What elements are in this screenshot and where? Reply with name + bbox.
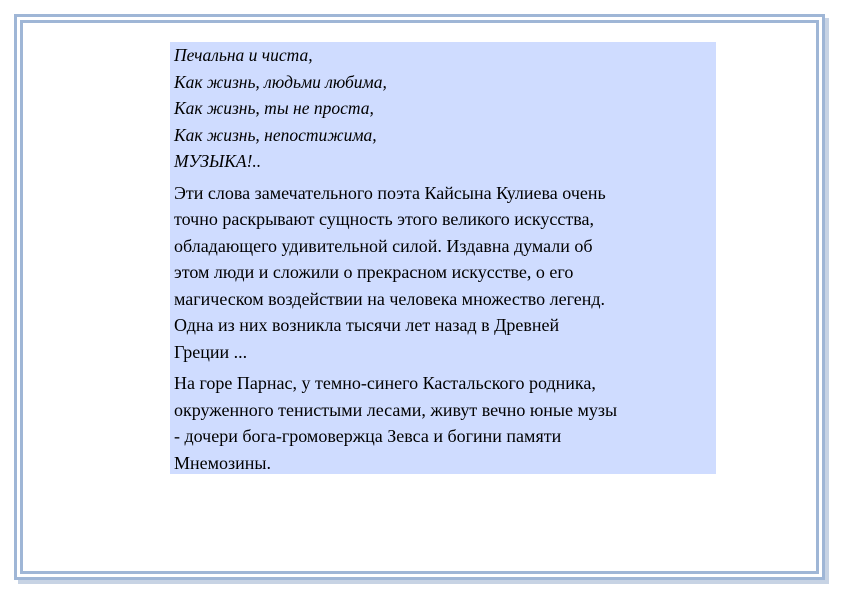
paragraph-line: Одна из них возникла тысячи лет назад в Древней	[174, 315, 560, 335]
frame-shadow-right	[825, 18, 829, 584]
paragraph-line: точно раскрывают сущность этого великого искусства,	[174, 209, 595, 229]
paragraph-line: Мнемозины.	[174, 452, 271, 473]
paragraph-line: окруженного тенистыми лесами, живут вечно юные музы	[174, 399, 618, 420]
text-box	[170, 42, 716, 474]
paragraph-line: - дочери бога-громовержца Зевса и богини памяти	[174, 426, 562, 446]
paragraph-line: магическом воздействии на человека множество легенд.	[174, 288, 606, 309]
paragraph-line: этом люди и сложили о прекрасном искусстве, о его	[174, 262, 574, 282]
poem-line: Печальна и чиста,	[174, 45, 313, 65]
paragraph-parnassus	[174, 370, 712, 476]
poem-epigraph	[174, 42, 712, 175]
poem-line: Как жизнь, ты не проста,	[174, 98, 374, 118]
poem-line: Как жизнь, людьми любима,	[174, 71, 387, 92]
paragraph-line: обладающего удивительной силой. Издавна думали об	[174, 235, 593, 256]
paragraph-intro	[174, 180, 712, 366]
paragraph-line: Эти слова замечательного поэта Кайсына Кулиева очень	[174, 182, 606, 203]
paragraph-line: Греции ...	[174, 341, 248, 362]
paragraph-line: На горе Парнас, у темно-синего Кастальского родника,	[174, 373, 596, 393]
frame-shadow-bottom	[18, 580, 829, 584]
poem-line: Как жизнь, непостижима,	[174, 124, 377, 145]
poem-line: МУЗЫКА!..	[174, 151, 262, 171]
